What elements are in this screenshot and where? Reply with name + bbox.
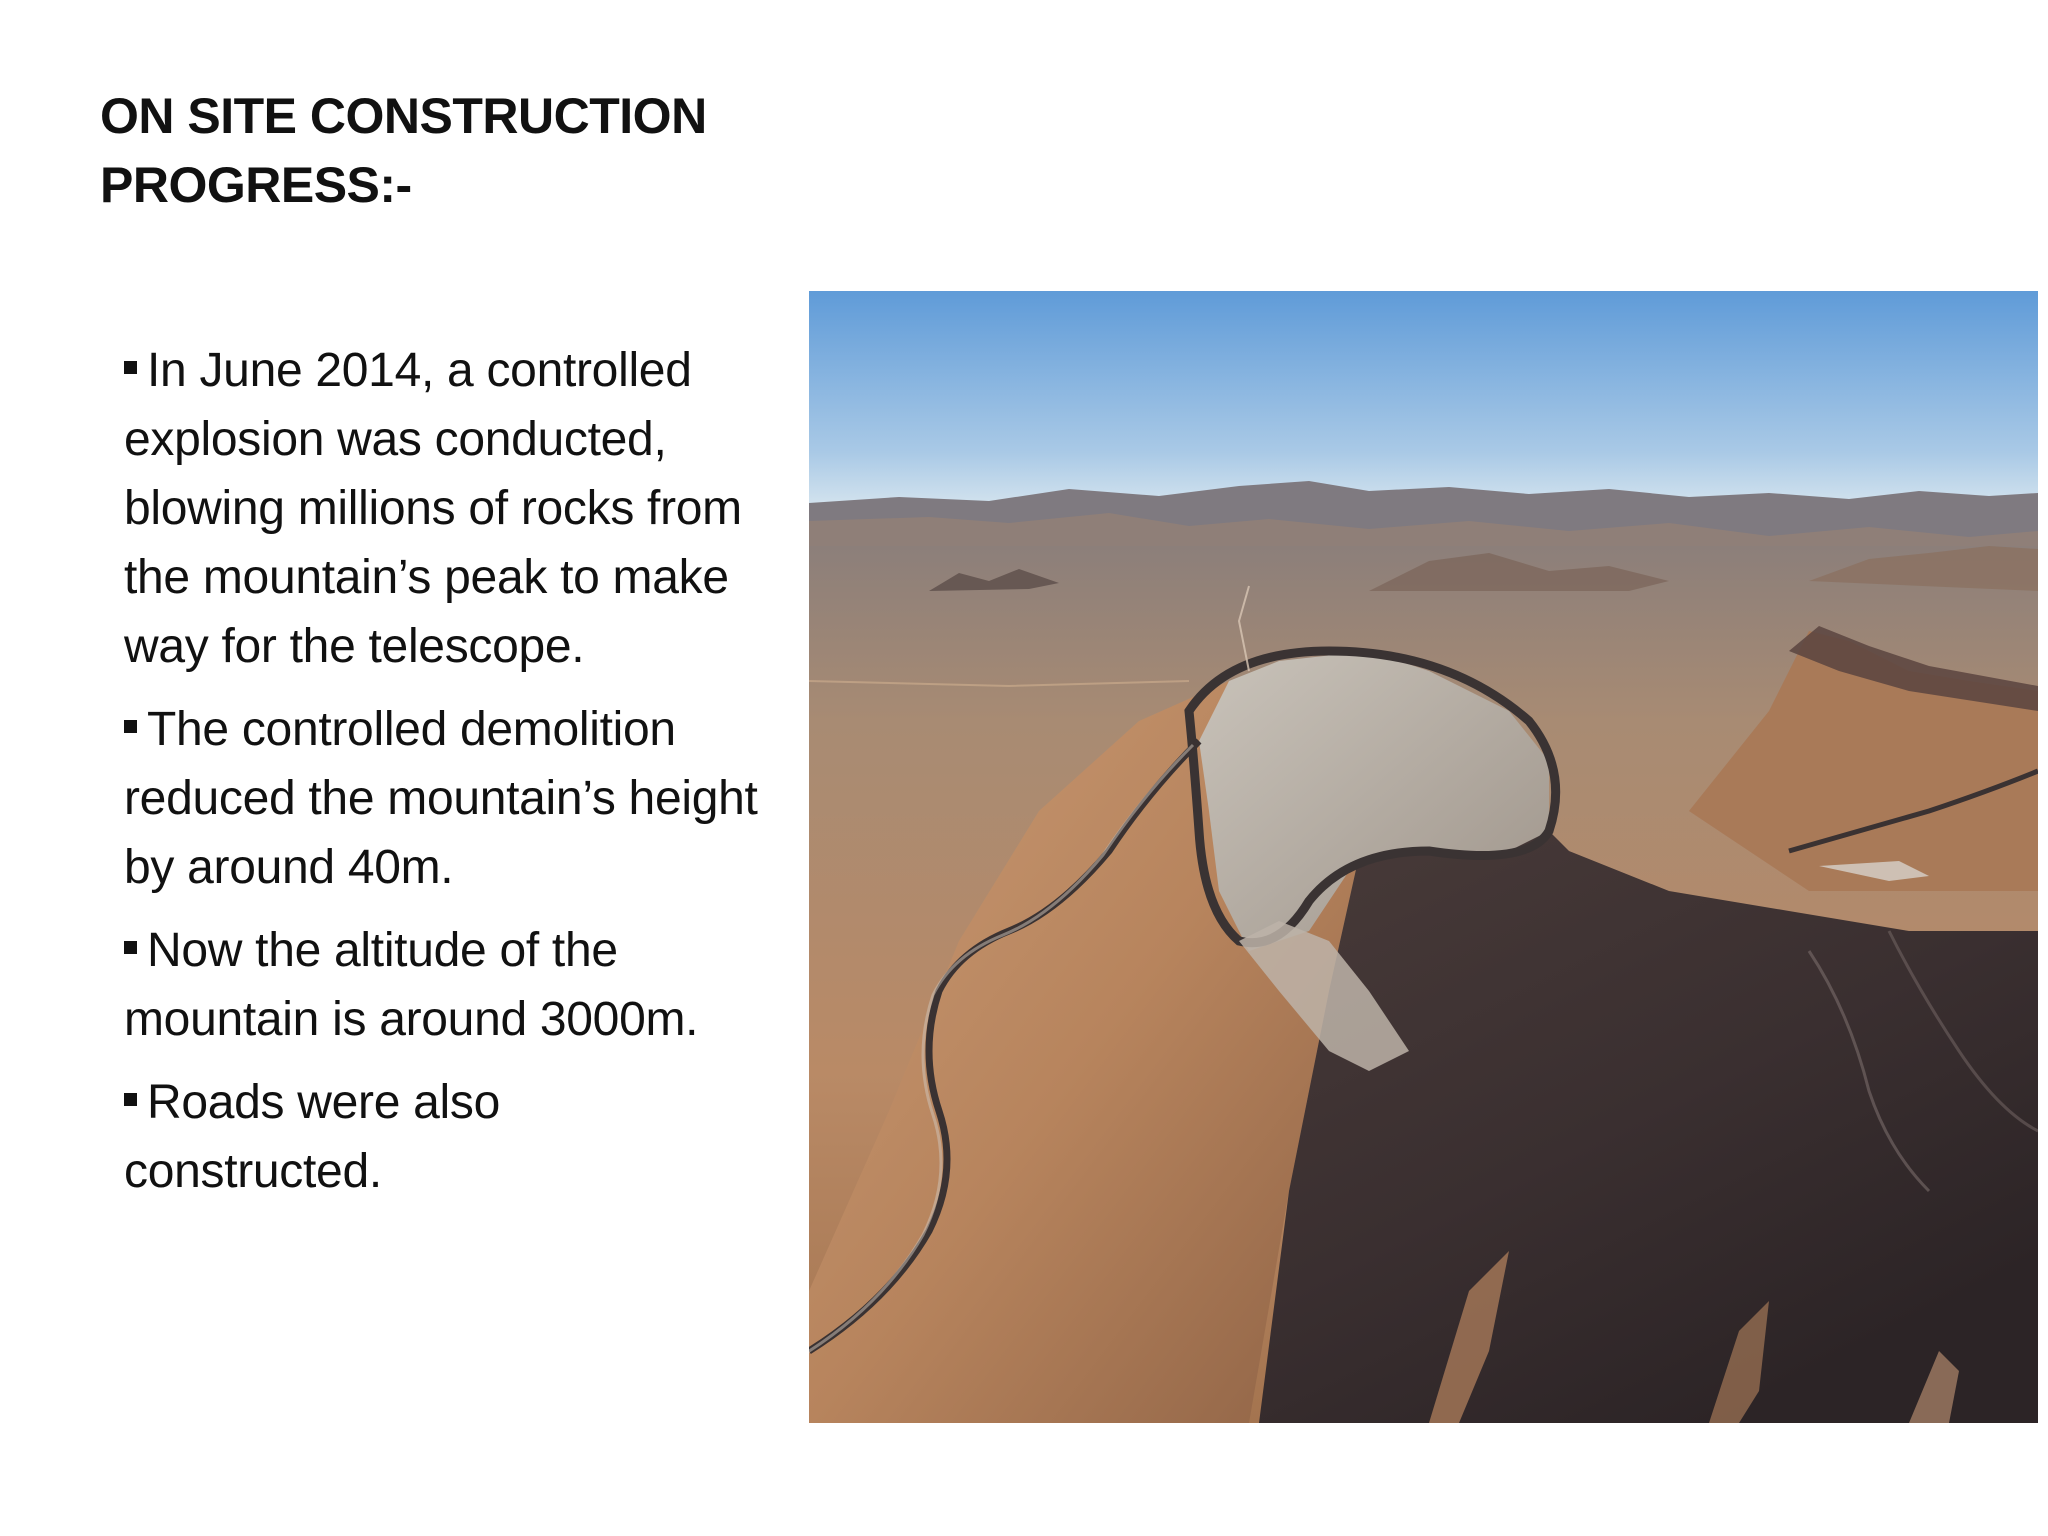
list-item — [124, 336, 764, 681]
square-bullet-icon — [124, 720, 137, 733]
bullet-text: The controlled demolition reduced the mountain’s height by around 40m. — [124, 703, 758, 894]
square-bullet-icon — [124, 941, 137, 954]
aerial-mountain-photo — [809, 291, 2038, 1423]
square-bullet-icon — [124, 1093, 137, 1106]
slide-title: ON SITE CONSTRUCTION PROGRESS:- — [100, 88, 707, 213]
bullet-text: Roads were also constructed. — [124, 1076, 501, 1198]
list-item — [124, 916, 764, 1054]
list-item — [124, 695, 764, 902]
bullet-text: Now the altitude of the mountain is around 3000m. — [124, 924, 699, 1046]
square-bullet-icon — [124, 361, 137, 374]
list-item — [124, 1068, 764, 1206]
bullet-text: In June 2014, a controlled explosion was conducted, blowing millions of rocks from the mountain’s peak to make way for the telescope. — [124, 344, 742, 673]
bullet-list — [124, 336, 764, 1220]
mountain-photo-illustration — [809, 291, 2038, 1423]
